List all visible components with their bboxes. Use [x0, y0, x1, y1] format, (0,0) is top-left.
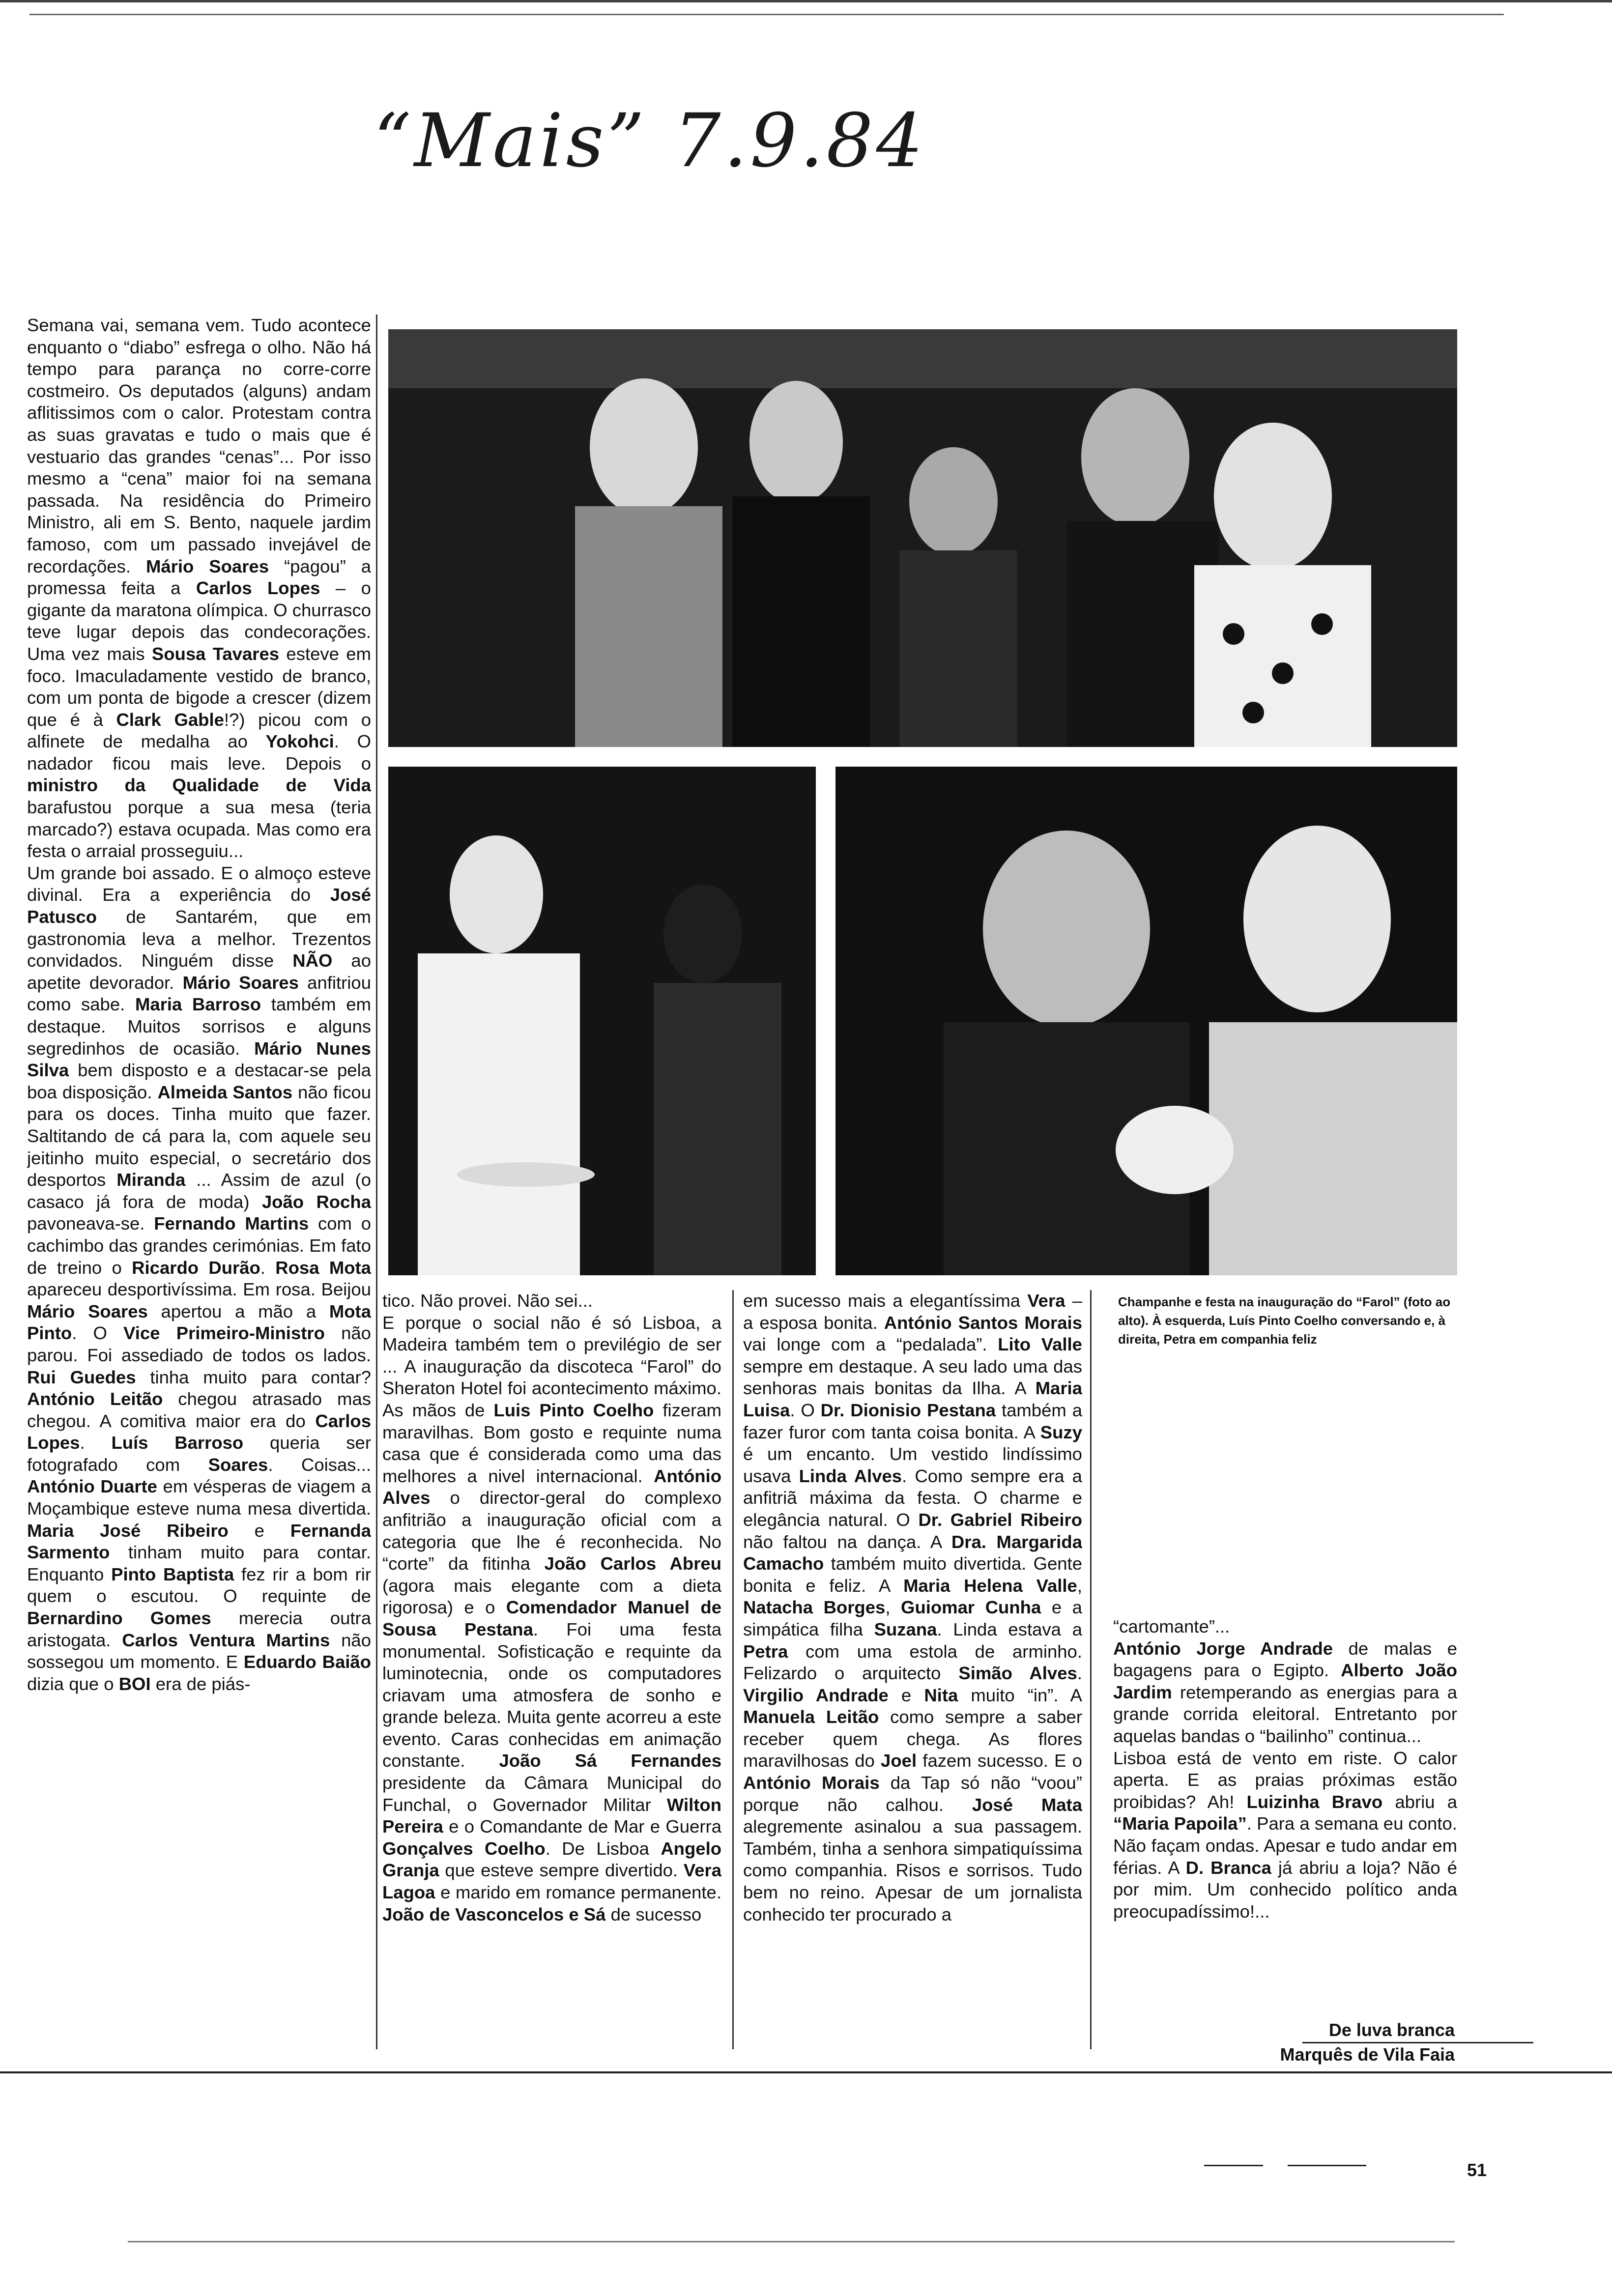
footer-dash-1: [1204, 2165, 1263, 2166]
bold-name: Maria Helena Valle: [903, 1575, 1077, 1596]
text-run: fez rir a bom rir quem o escutou. O requinte de: [27, 1564, 371, 1607]
text-run: muito “in”. A: [958, 1685, 1082, 1705]
text-run: anfitriou como sabe.: [27, 972, 371, 1015]
text-run: ao apetite devorador.: [27, 950, 371, 993]
bold-name: NÃO: [292, 950, 333, 971]
text-run: e: [888, 1685, 924, 1705]
text-run: . O nadador ficou mais leve. Depois o: [27, 731, 371, 774]
text-run: de malas e bagagens para o Egipto.: [1113, 1638, 1457, 1681]
text-run: que esteve sempre divertido.: [439, 1860, 684, 1881]
bold-name: Suzana: [874, 1619, 937, 1639]
bold-name: Joel: [881, 1751, 917, 1771]
text-run: !?) picou com o alfinete de medalha ao: [27, 709, 371, 752]
text-run: vai longe com a “pedalada”.: [743, 1334, 998, 1355]
text-run: fizeram maravilhas. Bom gosto e requinte numa casa que é considerada como uma das melhores a nivel internacional.: [382, 1400, 721, 1486]
bottom-border-line: [0, 2071, 1612, 2073]
bold-name: Mário Soares: [145, 556, 269, 576]
text-run: chegou atrasado mas chegou. A comitiva maior era do: [27, 1389, 371, 1431]
text-run: também em destaque. Muitos sorrisos e alguns segredinhos de ocasião.: [27, 994, 371, 1059]
bold-name: Sousa Tavares: [151, 643, 280, 664]
bold-name: António Santos Morais: [884, 1312, 1082, 1333]
photo-bottom-left-pinto-coelho: [388, 767, 816, 1275]
text-run: apareceu desportivíssima. Em rosa. Beijou: [27, 1279, 371, 1300]
text-run: não ficou para os doces. Tinha muito que fazer. Saltitando de cá para la, com aquele seu jeitinho muito especial, o secretário dos desportos: [27, 1082, 371, 1190]
bold-name: Pinto Baptista: [111, 1564, 234, 1584]
bold-name: Vera Lagoa: [382, 1860, 721, 1903]
text-run: pavoneava-se.: [27, 1213, 154, 1234]
bold-name: António Alves: [382, 1465, 721, 1508]
article-column-3: [743, 1290, 1082, 2049]
bold-name: António Jorge Andrade: [1113, 1638, 1333, 1659]
bold-name: ministro da Qualidade de Vida: [27, 775, 371, 796]
bold-name: Fernanda Sarmento: [27, 1520, 371, 1563]
bold-name: Dr. Dionisio Pestana: [820, 1400, 996, 1420]
signature-pen-name: De luva branca: [1328, 2020, 1455, 2040]
top-border-line-2: [29, 14, 1504, 15]
text-run: ,: [1077, 1575, 1082, 1596]
column-divider-3: [1090, 1290, 1092, 2049]
text-run: Semana vai, semana vem. Tudo acontece enquanto o “diabo” esfrega o olho. Não há tempo para parança no corre-corre costmeiro. Os deputados (alguns) andam aflitissimos com o calor. Protestam contra as suas gravatas e tudo o mais que é vestuario das grandes “cenas”... Por isso mesmo a “cena” maior foi na semana passada. Na residência do Primeiro Ministro, ali em S. Bento, naquele jardim famoso, com um passado invejável de recordações.: [27, 315, 371, 576]
text-run: com uma estola de arminho. Felizardo o arquitecto: [743, 1641, 1082, 1684]
article-column-1: [27, 315, 371, 2049]
bold-name: Natacha Borges: [743, 1597, 886, 1618]
text-run: em sucesso mais a elegantíssima: [743, 1291, 1028, 1311]
bold-name: Bernardino Gomes: [27, 1608, 211, 1629]
bold-name: Yokohci: [265, 731, 334, 752]
bold-name: António Leitão: [27, 1389, 163, 1409]
bold-name: Ricardo Durão: [132, 1257, 260, 1278]
bold-name: Mota Pinto: [27, 1301, 371, 1344]
bold-name: Lito Valle: [998, 1334, 1082, 1355]
text-run: não sossegou um momento. E: [27, 1630, 371, 1672]
bold-name: Rosa Mota: [275, 1257, 371, 1278]
bold-name: BOI: [118, 1673, 151, 1694]
bold-name: António Morais: [743, 1773, 880, 1793]
text-run: esteve em foco. Imaculadamente vestido de branco, com um ponta de bigode a crescer (dizem que é à: [27, 643, 371, 730]
bold-name: António Duarte: [27, 1476, 157, 1497]
text-run: .: [1077, 1663, 1082, 1684]
bold-name: “Maria Papoila”: [1113, 1813, 1247, 1834]
column-divider-1: [376, 315, 377, 2049]
footer-scan-line: [128, 2241, 1455, 2242]
text-run: e o Comandante de Mar e Guerra: [443, 1816, 721, 1837]
text-run: bem disposto e a destacar-se pela boa disposição.: [27, 1060, 371, 1102]
text-run: ,: [885, 1597, 901, 1618]
bold-name: Carlos Ventura Martins: [122, 1630, 330, 1650]
bold-name: Luís Barroso: [111, 1433, 244, 1453]
bold-name: José Patusco: [27, 885, 371, 927]
text-run: . O: [72, 1323, 124, 1344]
bold-name: Vera: [1027, 1291, 1065, 1311]
text-run: apertou a mão a: [147, 1301, 329, 1321]
bold-name: João Carlos Abreu: [544, 1553, 721, 1574]
bold-name: José Mata: [972, 1794, 1082, 1815]
bold-name: Simão Alves: [958, 1663, 1077, 1684]
article-column-2: [382, 1290, 721, 2049]
bold-name: Rui Guedes: [27, 1367, 136, 1387]
text-run: dizia que o: [27, 1673, 119, 1694]
signature-author: Marquês de Vila Faia: [1280, 2044, 1455, 2065]
bold-name: Mário Soares: [182, 972, 299, 993]
photo-caption: Champanhe e festa na inauguração do “Farol” (foto ao alto). À esquerda, Luís Pinto Coelho conversando e, à direita, Petra em companhia feliz: [1118, 1294, 1451, 1347]
text-run: da Tap só não “voou” porque não calhou.: [743, 1773, 1082, 1815]
bold-name: Manuela Leitão: [743, 1707, 879, 1727]
bold-name: Petra: [743, 1641, 788, 1662]
bold-name: Mário Soares: [27, 1301, 148, 1321]
bold-name: Maria Barroso: [135, 994, 261, 1015]
bold-name: Miranda: [116, 1170, 186, 1190]
text-run: . Linda estava a: [937, 1619, 1082, 1639]
text-run: merecia outra aristogata.: [27, 1608, 371, 1650]
text-run: em vésperas de viagem a Moçambique esteve numa mesa divertida.: [27, 1476, 371, 1519]
text-run: – o gigante da maratona olímpica. O churrasco teve lugar depois das condecorações. Uma vez mais: [27, 578, 371, 664]
bold-name: Maria José Ribeiro: [27, 1520, 229, 1541]
bold-name: Dra. Margarida Camacho: [743, 1531, 1082, 1574]
bold-name: Angelo Granja: [382, 1838, 721, 1881]
bold-name: Comendador Manuel de Sousa Pestana: [382, 1597, 721, 1639]
text-run: não parou. Foi assediado de todos os lados.: [27, 1323, 371, 1365]
text-run: barafustou porque a sua mesa (teria marcado?) estava ocupada. Mas como era festa o arraial prosseguiu... Um grande boi assado. E o almoço esteve divinal. Era a experiência do: [27, 797, 371, 905]
bold-name: Luis Pinto Coelho: [493, 1400, 654, 1420]
bold-name: João Sá Fernandes: [499, 1751, 721, 1771]
bold-name: João Rocha: [261, 1191, 371, 1212]
text-run: fazem sucesso. E o: [917, 1751, 1082, 1771]
text-run: queria ser fotografado com: [27, 1433, 371, 1475]
bold-name: Gonçalves Coelho: [382, 1838, 546, 1859]
text-run: . O: [790, 1400, 821, 1420]
bold-name: Alberto João Jardim: [1113, 1660, 1457, 1702]
bold-name: Carlos Lopes: [27, 1410, 371, 1453]
text-run: era de piás-: [150, 1673, 251, 1694]
text-run: abriu a: [1382, 1791, 1457, 1812]
bold-name: Wilton Pereira: [382, 1794, 721, 1837]
text-run: de sucesso: [605, 1904, 702, 1924]
bold-name: Luizinha Bravo: [1246, 1791, 1383, 1812]
text-run: retemperando as energias para a grande corrida eleitoral. Entretanto por aquelas bandas o “bailinho” continua... Lisboa está de vento em riste. O calor aperta. E as praias próximas estão proibidas? Ah!: [1113, 1682, 1457, 1812]
footer-dash-2: [1288, 2165, 1366, 2166]
bold-name: D. Branca: [1185, 1857, 1271, 1878]
bold-name: Maria Luisa: [743, 1378, 1082, 1420]
bold-name: Nita: [924, 1685, 958, 1705]
text-run: .: [260, 1257, 276, 1278]
handwritten-note: “Mais” 7.9.84: [374, 98, 926, 184]
bold-name: Carlos Lopes: [196, 578, 320, 599]
bold-name: João de Vasconcelos e Sá: [382, 1904, 606, 1924]
text-run: alegremente asinalou a sua passagem. Também, tinha a senhora simpatiquíssima como companhia. Risos e sorrisos. Tudo bem no reino. Apesar de um jornalista conhecido ter procurado a: [743, 1816, 1082, 1924]
text-run: presidente da Câmara Municipal do Funchal, o Governador Militar: [382, 1773, 721, 1815]
text-run: de Santarém, que em gastronomia leva a melhor. Trezentos convidados. Ninguém disse: [27, 907, 371, 971]
text-run: . Para a semana eu conto. Não façam ondas. Apesar e tudo andar em férias. A: [1113, 1813, 1457, 1878]
page-number: 51: [1467, 2160, 1487, 2180]
text-run: e: [228, 1520, 290, 1541]
top-border-line: [0, 0, 1612, 2]
text-run: não faltou na dança. A: [743, 1531, 951, 1552]
photo-top-group: [388, 329, 1457, 747]
text-run: (agora mais elegante com a dieta rigorosa) e o: [382, 1575, 721, 1618]
text-run: ... Assim de azul (o casaco já fora de moda): [27, 1170, 371, 1212]
bold-name: Vice Primeiro-Ministro: [123, 1323, 325, 1344]
text-run: tico. Não provei. Não sei... E porque o social não é só Lisboa, a Madeira também tem o previlégio de ser ... A inauguração da discoteca “Farol” do Sheraton Hotel foi acontecimento máximo. As mãos de: [382, 1291, 721, 1420]
bold-name: Guiomar Cunha: [901, 1597, 1041, 1618]
text-run: tinha muito para contar?: [136, 1367, 371, 1387]
photo-bottom-right-petra: [835, 767, 1457, 1275]
bold-name: Dr. Gabriel Ribeiro: [918, 1509, 1082, 1530]
text-run: é um encanto. Um vestido lindíssimo usava: [743, 1444, 1082, 1486]
text-run: o director-geral do complexo anfitrião a inauguração oficial com a categoria que lhe é reconhecida. No “corte” da fitinha: [382, 1488, 721, 1574]
bold-name: Mário Nunes Silva: [27, 1038, 371, 1081]
text-run: já abriu a loja? Não é por mim. Um conhecido político anda preocupadíssimo!...: [1113, 1857, 1457, 1922]
text-run: . Coisas...: [268, 1454, 371, 1475]
text-run: . Como sempre era a anfitriã máxima da festa. O charme e elegância natural. O: [743, 1465, 1082, 1530]
bold-name: Suzy: [1040, 1422, 1082, 1442]
text-run: . Foi uma festa monumental. Sofisticação e requinte da luminotecnia, onde os computadores criavam uma atmosfera de sonho e grande beleza. Muita gente acorreu a este evento. Caras conhecidas em animação constante.: [382, 1619, 721, 1771]
article-column-4: [1113, 1616, 1457, 2009]
text-run: . De Lisboa: [545, 1838, 661, 1859]
text-run: com o cachimbo das grandes cerimónias. Em fato de treino o: [27, 1213, 371, 1278]
bold-name: Soares: [208, 1454, 268, 1475]
text-run: – a esposa bonita.: [743, 1291, 1082, 1333]
bold-name: Virgilio Andrade: [743, 1685, 889, 1705]
column-divider-2: [732, 1290, 734, 2049]
text-run: “pagou” a promessa feita a: [27, 556, 371, 599]
signature-underline: [1302, 2042, 1533, 2043]
bold-name: Almeida Santos: [157, 1082, 293, 1102]
bold-name: Linda Alves: [799, 1465, 902, 1486]
text-run: “cartomante”...: [1113, 1616, 1230, 1636]
text-run: e marido em romance permanente.: [435, 1882, 721, 1903]
bold-name: Clark Gable: [116, 709, 224, 730]
text-run: sempre em destaque. A seu lado uma das senhoras mais bonitas da Ilha. A: [743, 1356, 1082, 1399]
bold-name: Fernando Martins: [154, 1213, 309, 1234]
bold-name: Eduardo Baião: [243, 1652, 371, 1672]
text-run: e a simpática filha: [743, 1597, 1082, 1639]
text-run: também a fazer furor com tanta coisa bonita. A: [743, 1400, 1082, 1442]
text-run: também muito divertida. Gente bonita e feliz. A: [743, 1553, 1082, 1596]
text-run: .: [80, 1433, 112, 1453]
text-run: como sempre a saber receber quem chega. As flores maravilhosas do: [743, 1707, 1082, 1771]
text-run: tinham muito para contar. Enquanto: [27, 1542, 371, 1584]
